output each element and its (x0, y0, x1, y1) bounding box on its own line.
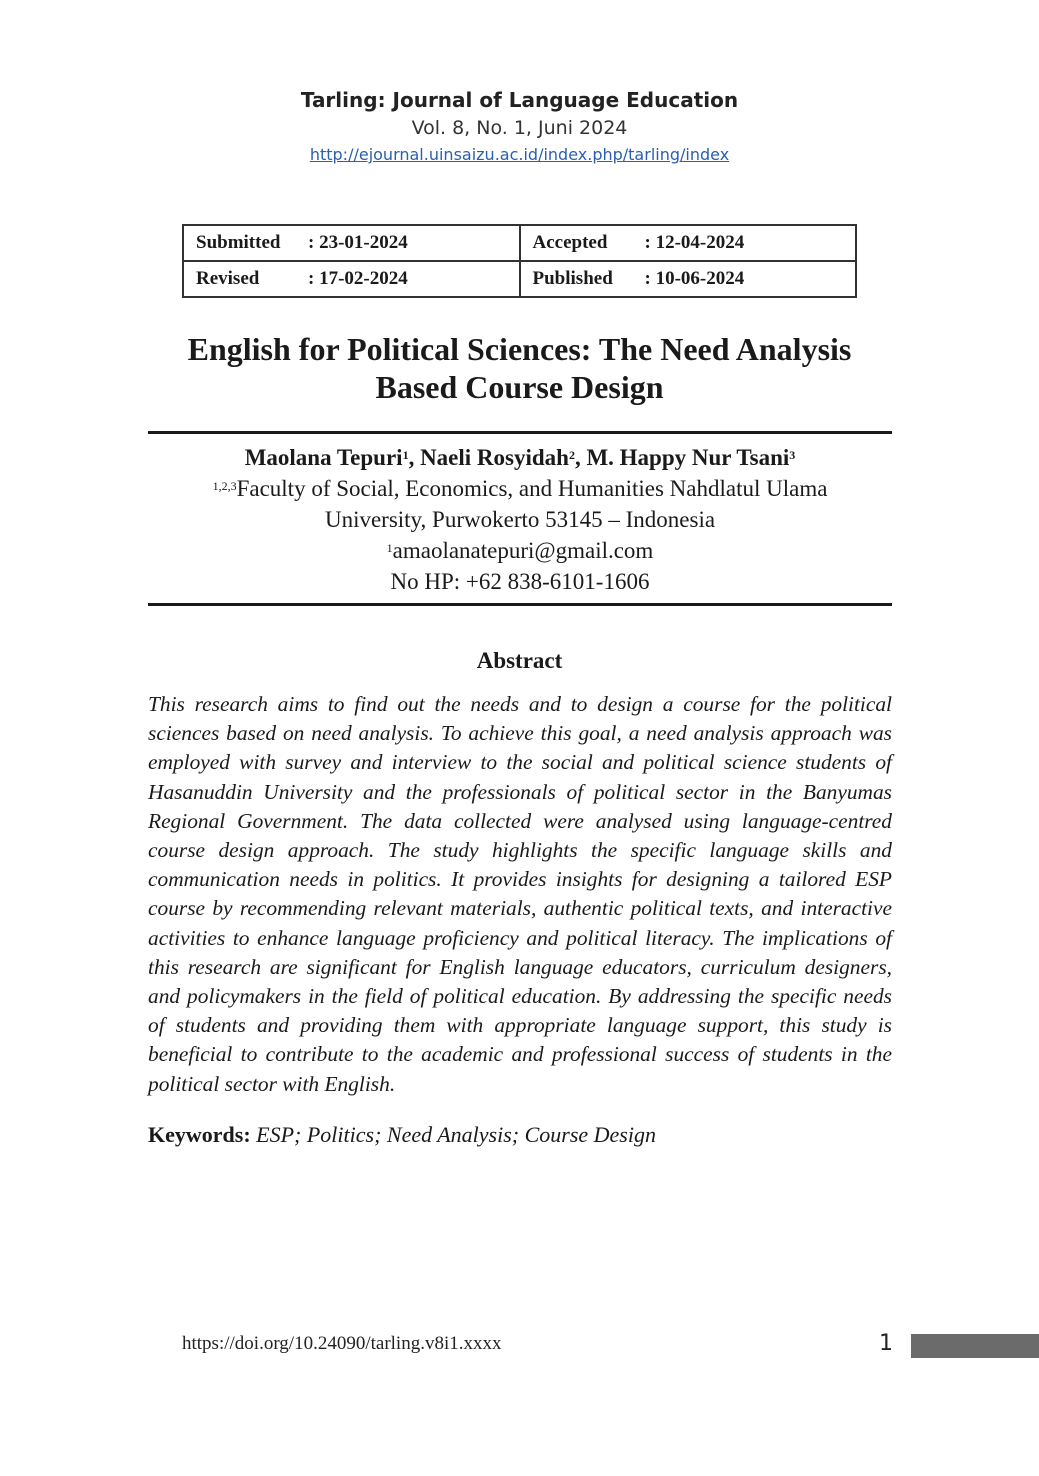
author-2: , Naeli Rosyidah (408, 445, 569, 470)
journal-header (0, 86, 1039, 168)
page-number: 1 (879, 1331, 893, 1356)
author-1-sup: 1 (402, 448, 409, 462)
phone-line: No HP: +62 838-6101-1606 (390, 569, 650, 594)
revised-label: Revised (196, 268, 260, 289)
published-label: Published (532, 268, 613, 289)
author-names (148, 442, 892, 473)
author-block (148, 442, 892, 597)
author-3: , M. Happy Nur Tsani (574, 445, 790, 470)
abstract-text: This research aims to find out the needs and to design a course for the political sciences based on need analysis. To achieve this goal, a need analysis approach was employed with survey and interview to the social and political science students of Hasanuddin University and the professionals of political sector in the Banyumas Regional Government. The data collected were analysed using language-centred course design approach. The study highlights the specific language skills and communication needs in politics. It provides insights for designing a tailored ESP course by recommending relevant materials, authentic political texts, and interactive activities to enhance language proficiency and political literacy. The implications of this research are significant for English language educators, curriculum designers, and policymakers in the field of political education. By addressing the specific needs of students and providing them with appropriate language support, this study is beneficial to contribute to the academic and professional success of students in the political sector with English. (148, 692, 892, 1096)
submitted-cell (183, 225, 520, 261)
author-1: Maolana Tepuri (244, 445, 403, 470)
keywords-text: ESP; Politics; Need Analysis; Course Design (250, 1122, 656, 1147)
keywords-label: Keywords: (148, 1122, 251, 1147)
paper-title-line1: English for Political Sciences: The Need Analysis (187, 331, 852, 367)
paper-title (100, 330, 939, 406)
affiliation-line1 (148, 473, 892, 504)
journal-title: Tarling: Journal of Language Education (300, 88, 739, 112)
published-value: : 10-06-2024 (644, 268, 745, 289)
journal-volume: Vol. 8, No. 1, Juni 2024 (411, 117, 628, 139)
doi-link[interactable]: https://doi.org/10.24090/tarling.v8i1.xxxx (182, 1333, 502, 1354)
submitted-label: Submitted (196, 232, 281, 253)
author-2-sup: 2 (568, 448, 575, 462)
abstract-heading: Abstract (476, 648, 563, 673)
divider-top (148, 431, 892, 434)
divider-bottom (148, 603, 892, 606)
author-3-sup: 3 (789, 448, 796, 462)
submission-dates-table (182, 224, 857, 298)
revised-cell (183, 261, 520, 297)
affiliation-sup: 1,2,3 (212, 479, 237, 493)
affiliation-text1: Faculty of Social, Economics, and Humanities Nahdlatul Ulama (236, 476, 828, 501)
dates-row (183, 261, 856, 297)
revised-value: : 17-02-2024 (308, 268, 408, 289)
paper-title-line2: Based Course Design (375, 369, 664, 405)
dates-row (183, 225, 856, 261)
email-line (148, 535, 892, 566)
email-address[interactable]: amaolanatepuri@gmail.com (392, 538, 654, 563)
accepted-cell (520, 225, 857, 261)
page-number-bar (911, 1334, 1039, 1358)
affiliation-line2: University, Purwokerto 53145 – Indonesia (324, 507, 716, 532)
accepted-value: : 12-04-2024 (644, 232, 745, 253)
email-sup: 1 (386, 541, 393, 555)
keywords-line (148, 1122, 892, 1148)
submitted-value: : 23-01-2024 (308, 232, 408, 253)
published-cell (520, 261, 857, 297)
accepted-label: Accepted (532, 232, 608, 253)
journal-url-link[interactable]: http://ejournal.uinsaizu.ac.id/index.php/tarling/index (309, 145, 730, 164)
